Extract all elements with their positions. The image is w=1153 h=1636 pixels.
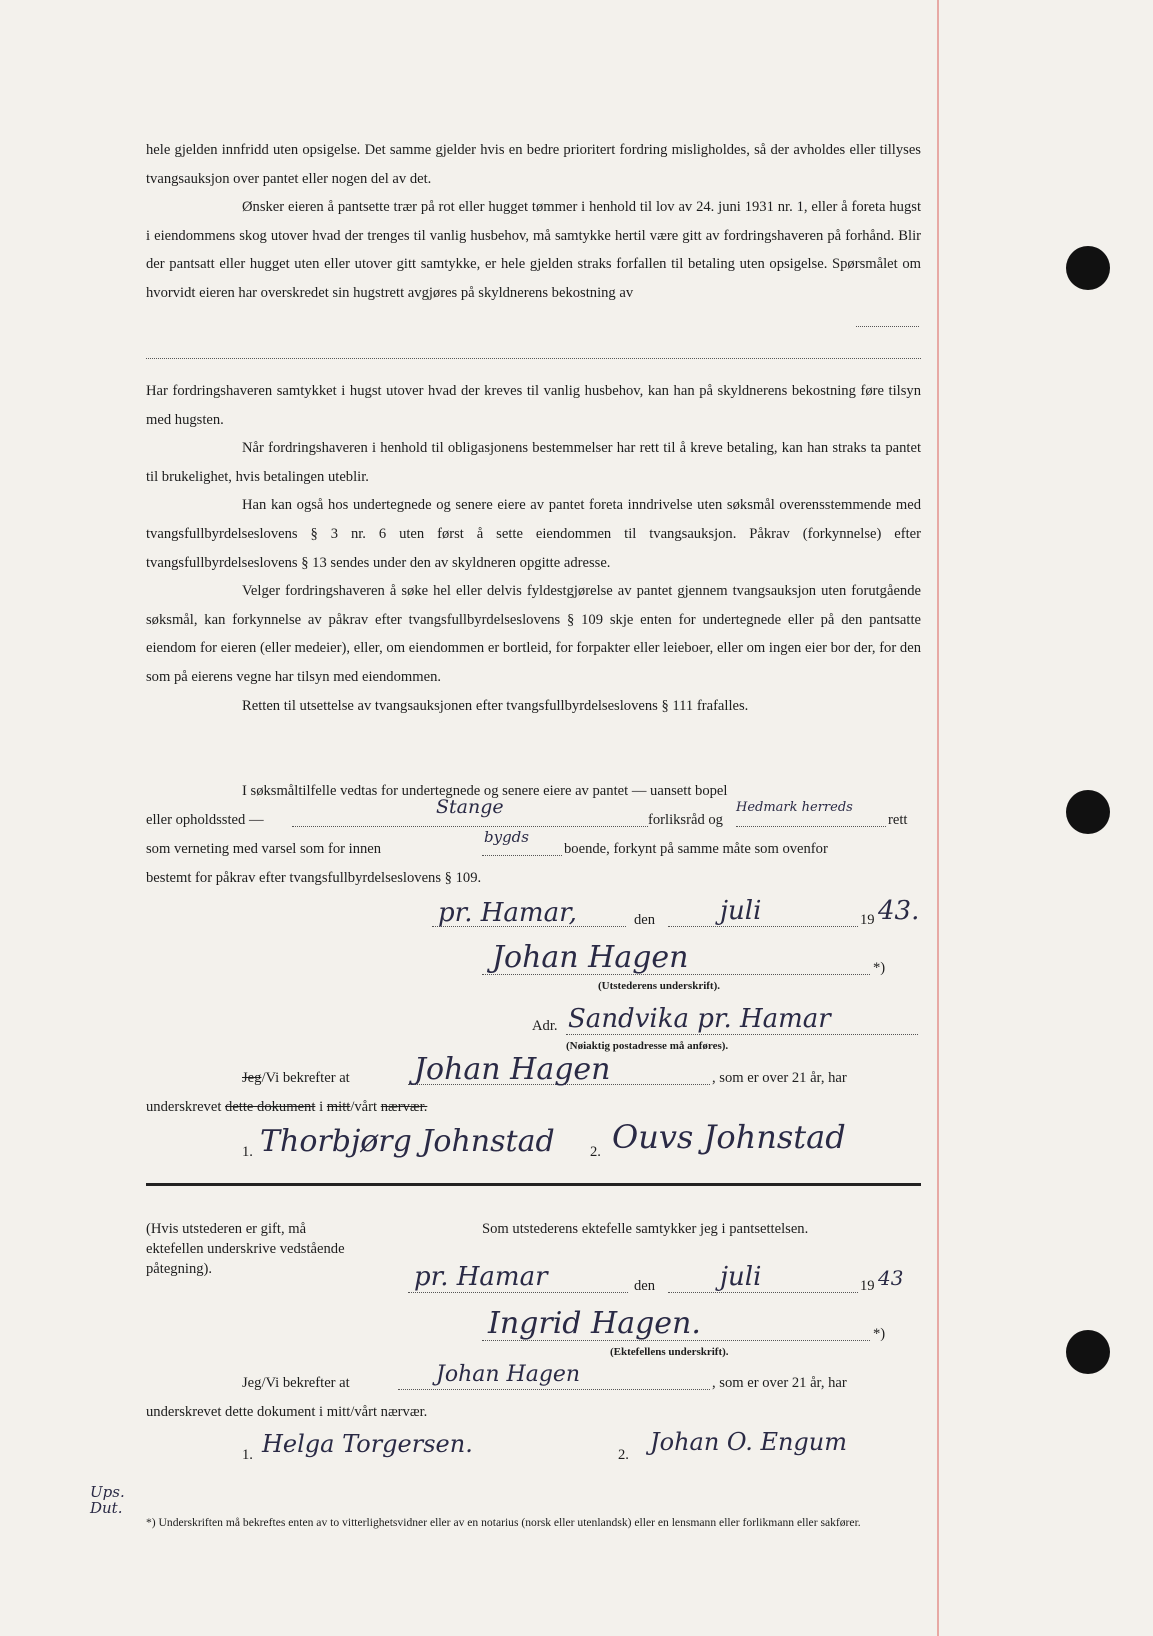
venue-line-2c: rett	[888, 812, 908, 828]
witness2-confirmed-name: Johan Hagen	[436, 1362, 581, 1387]
margin-note: Ups. Dut.	[90, 1483, 125, 1517]
punch-hole	[1066, 1330, 1110, 1374]
handwritten-address: Sandvika pr. Hamar	[568, 1004, 831, 1034]
section-divider	[146, 1183, 921, 1186]
address-label: Adr.	[532, 1018, 558, 1034]
spouse-note: (Hvis utstederen er gift, må ektefellen underskrive vedstående påtegning).	[146, 1221, 345, 1277]
blank-line	[398, 1389, 710, 1390]
witness-1-signature: Thorbjørg Johnstad	[260, 1124, 555, 1159]
paragraph: Velger fordringshaveren å søke hel eller delvis fyldestgjørelse av pantet gjennem tvangsauksjon uten forutgående søksmål, kan forkynnelse av påkrav efter tvangsfullbyrdelseslovens § 109 skje enten for undertegnede eller på den pantsatte eiendom for eieren (eller medeier), eller, om eiendommen er bortleid, for forpakter eller leieboer, eller om ingen eier bor der, for den som på eierens vegne har tilsyn med eiendommen.	[146, 583, 921, 685]
venue-line-1: I søksmåltilfelle vedtas for undertegnede og senere eiere av pantet — uansett bopel	[242, 783, 728, 799]
margin-line	[937, 0, 939, 1636]
footnote: *) Underskriften må bekreftes enten av to vitterlighetsvidner eller av en notarius (norsk eller utenlandsk) eller en lensmann eller forlikmann eller sakfører.	[146, 1516, 861, 1529]
spouse-signature: Ingrid Hagen.	[488, 1306, 701, 1341]
handwritten-year: 43.	[878, 896, 920, 926]
punch-hole	[1066, 246, 1110, 290]
blank-line	[408, 1292, 628, 1293]
year-prefix: 19	[860, 912, 875, 928]
witness-1-number: 1.	[242, 1144, 253, 1160]
spouse-year-prefix: 19	[860, 1278, 875, 1294]
witness-line-1-end: , som er over 21 år, har	[712, 1070, 847, 1086]
blank-line	[482, 855, 562, 856]
witness-2-number: 2.	[590, 1144, 601, 1160]
den-label: den	[634, 912, 656, 928]
blank-line	[146, 358, 921, 359]
punch-hole	[1066, 790, 1110, 834]
text-block-2	[146, 377, 921, 720]
venue-line-3b: boende, forkynt på samme måte som ovenfor	[564, 841, 828, 857]
blank-line	[668, 1292, 858, 1293]
spouse-den-label: den	[634, 1278, 656, 1294]
text-block-1	[146, 136, 921, 308]
paragraph: hele gjelden innfridd uten opsigelse. Det samme gjelder hvis en bedre prioritert fordring misligholdes, så der avholdes eller tillyses tvangsauksjon over pantet eller nogen del av det.	[146, 142, 921, 187]
blank-line	[736, 826, 886, 827]
witness-line-2: underskrevet dette dokument i mitt/vårt nærvær.	[146, 1099, 428, 1115]
blank-line	[292, 826, 648, 827]
handwritten-rett: Hedmark herreds	[736, 800, 853, 815]
handwritten-place: pr. Hamar,	[438, 898, 577, 928]
spouse-footnote-mark: *)	[873, 1326, 886, 1342]
witness-2-signature: Ouvs Johnstad	[612, 1118, 846, 1156]
spouse-signature-caption: (Ektefellens underskrift).	[610, 1346, 729, 1358]
witness2-2-signature: Johan O. Engum	[650, 1428, 848, 1456]
witness2-2-number: 2.	[618, 1447, 629, 1463]
spouse-year: 43	[878, 1266, 904, 1290]
spouse-consent: Som utstederens ektefelle samtykker jeg i pantsettelsen.	[482, 1221, 809, 1237]
issuer-signature: Johan Hagen	[492, 940, 689, 975]
handwritten-forliksrad: Stange	[436, 796, 504, 818]
paragraph: Ønsker eieren å pantsette trær på rot eller hugget tømmer i henhold til lov av 24. juni 1931 nr. 1, eller å foreta hugst i eiendommens skog utover hvad der trenges til vanlig husbehov, må samtykke hertil være gitt av fordringshaveren på forhånd. Blir der pantsatt eller hugget uten eller utover gitt samtykke, er hele gjelden straks forfallen til betaling uten opsigelse. Spørsmålet om hvorvidt eieren har overskredet sin hugstrett avgjøres på skyldnerens bekostning av	[146, 199, 921, 301]
paragraph: Når fordringshaveren i henhold til obligasjonens bestemmelser har rett til å kreve betaling, kan han straks ta pantet til brukelighet, hvis betalingen uteblir.	[146, 440, 921, 485]
address-caption: (Nøiaktig postadresse må anføres).	[566, 1040, 729, 1052]
witness2-line-2: underskrevet dette dokument i mitt/vårt nærvær.	[146, 1404, 428, 1420]
witness2-line-1-end: , som er over 21 år, har	[712, 1375, 847, 1391]
witness-line-1: Jeg/Vi bekrefter at	[242, 1070, 350, 1086]
signature-caption: (Utstederens underskrift).	[598, 980, 721, 992]
venue-line-3a: som verneting med varsel som for innen	[146, 841, 382, 857]
venue-line-2a: eller opholdssted —	[146, 812, 264, 828]
address-line	[566, 1034, 918, 1035]
witness2-1-signature: Helga Torgersen.	[262, 1430, 473, 1458]
signature-footnote-mark: *)	[873, 960, 886, 976]
paragraph: Han kan også hos undertegnede og senere eiere av pantet foreta inndrivelse uten søksmål overensstemmende med tvangsfullbyrdelseslovens § 3 nr. 6 uten først å sette eiendommen til tvangsauksjon. Påkrav (forkynnelse) efter tvangsfullbyrdelseslovens § 13 sendes under den av skyldneren opgitte adresse.	[146, 497, 921, 571]
blank-line	[856, 326, 919, 327]
venue-line-2b: forliksråd og	[648, 812, 723, 828]
handwritten-month: juli	[720, 896, 762, 926]
witness2-1-number: 1.	[242, 1447, 253, 1463]
spouse-place: pr. Hamar	[414, 1262, 548, 1292]
paragraph: Har fordringshaveren samtykket i hugst utover hvad der kreves til vanlig husbehov, kan han på skyldnerens bekostning føre tilsyn med hugsten.	[146, 383, 921, 428]
venue-line-4: bestemt for påkrav efter tvangsfullbyrdelseslovens § 109.	[146, 870, 482, 886]
paragraph: Retten til utsettelse av tvangsauksjonen efter tvangsfullbyrdelseslovens § 111 frafalles.	[242, 697, 749, 714]
spouse-month: juli	[720, 1262, 762, 1292]
witness-confirmed-name: Johan Hagen	[414, 1052, 611, 1087]
witness2-line-1: Jeg/Vi bekrefter at	[242, 1375, 350, 1391]
handwritten-bygds: bygds	[484, 828, 529, 846]
blank-line	[668, 926, 858, 927]
